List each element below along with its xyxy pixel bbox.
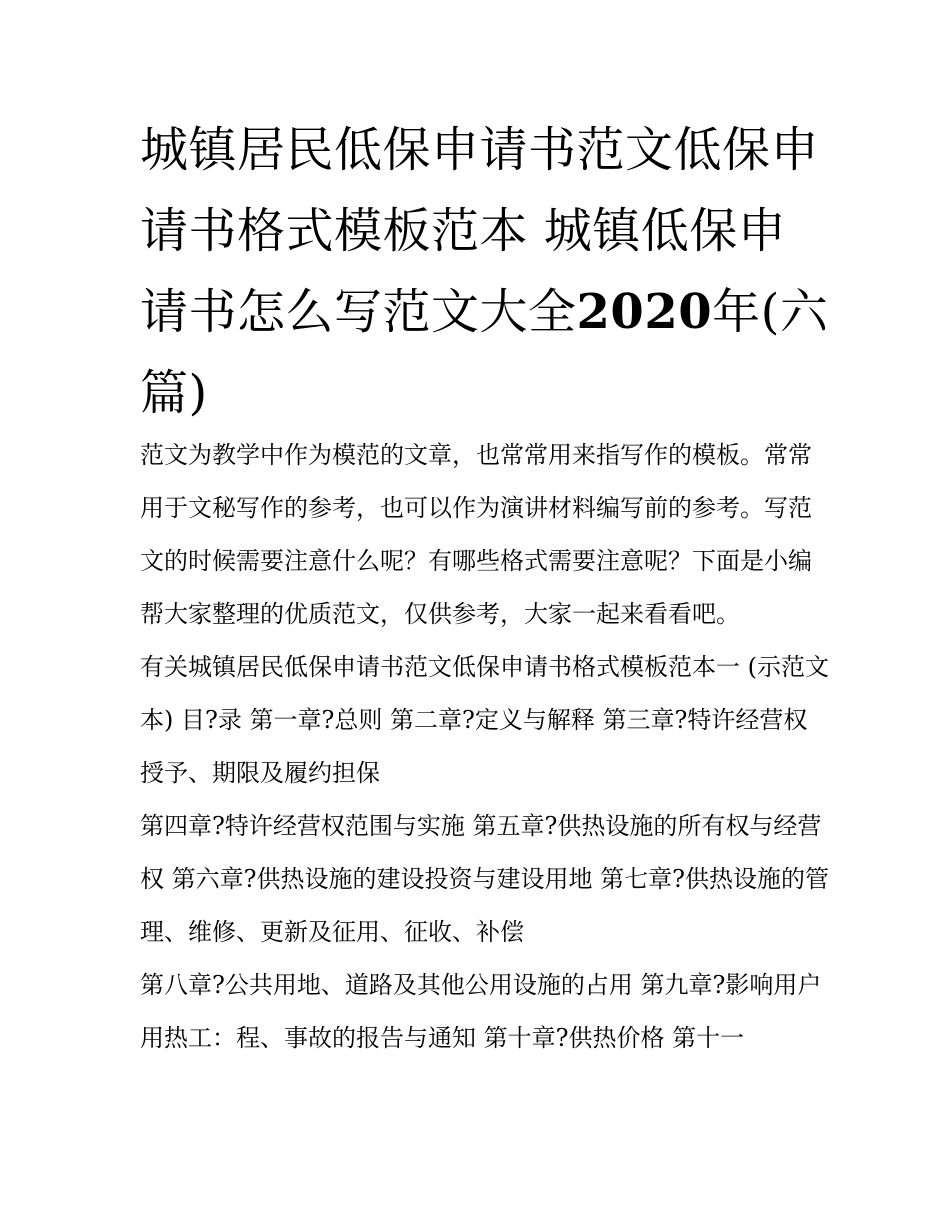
chapter-list-paragraph-continued: 第八章?公共用地、道路及其他公用设施的占用 第九章?影响用户用热工：程、事故的报告与通知 第十章?供热价格 第十一 <box>140 971 822 1052</box>
document-body <box>140 429 830 1065</box>
title-text: 城镇居民低保申请书范文低保申请书格式模板范本 城镇低保申请书怎么写范文大全 <box>140 122 820 340</box>
title-year: 2020 <box>576 284 713 340</box>
title-suffix: 年(六篇) <box>140 284 829 421</box>
chapter-list-paragraph: 第四章?特许经营权范围与实施 第五章?供热设施的所有权与经营权 第六章?供热设施的建设投资与建设用地 第七章?供热设施的管理、维修、更新及征用、征收、补偿 <box>140 812 829 946</box>
contract-heading-paragraph: 有关城镇居民低保申请书范文低保申请书格式模板范本一 (示范文本) 目?录 第一章?总则 第二章?定义与解释 第三章?特许经营权授予、期限及履约担保 <box>140 653 829 787</box>
intro-paragraph: 范文为教学中作为模范的文章，也常常用来指写作的模板。常常用于文秘写作的参考，也可以作为演讲材料编写前的参考。写范文的时候需要注意什么呢？有哪些格式需要注意呢？下面是小编帮大家整理的优质范文，仅供参考，大家一起来看看吧。 <box>140 441 812 628</box>
document-title <box>140 110 830 434</box>
